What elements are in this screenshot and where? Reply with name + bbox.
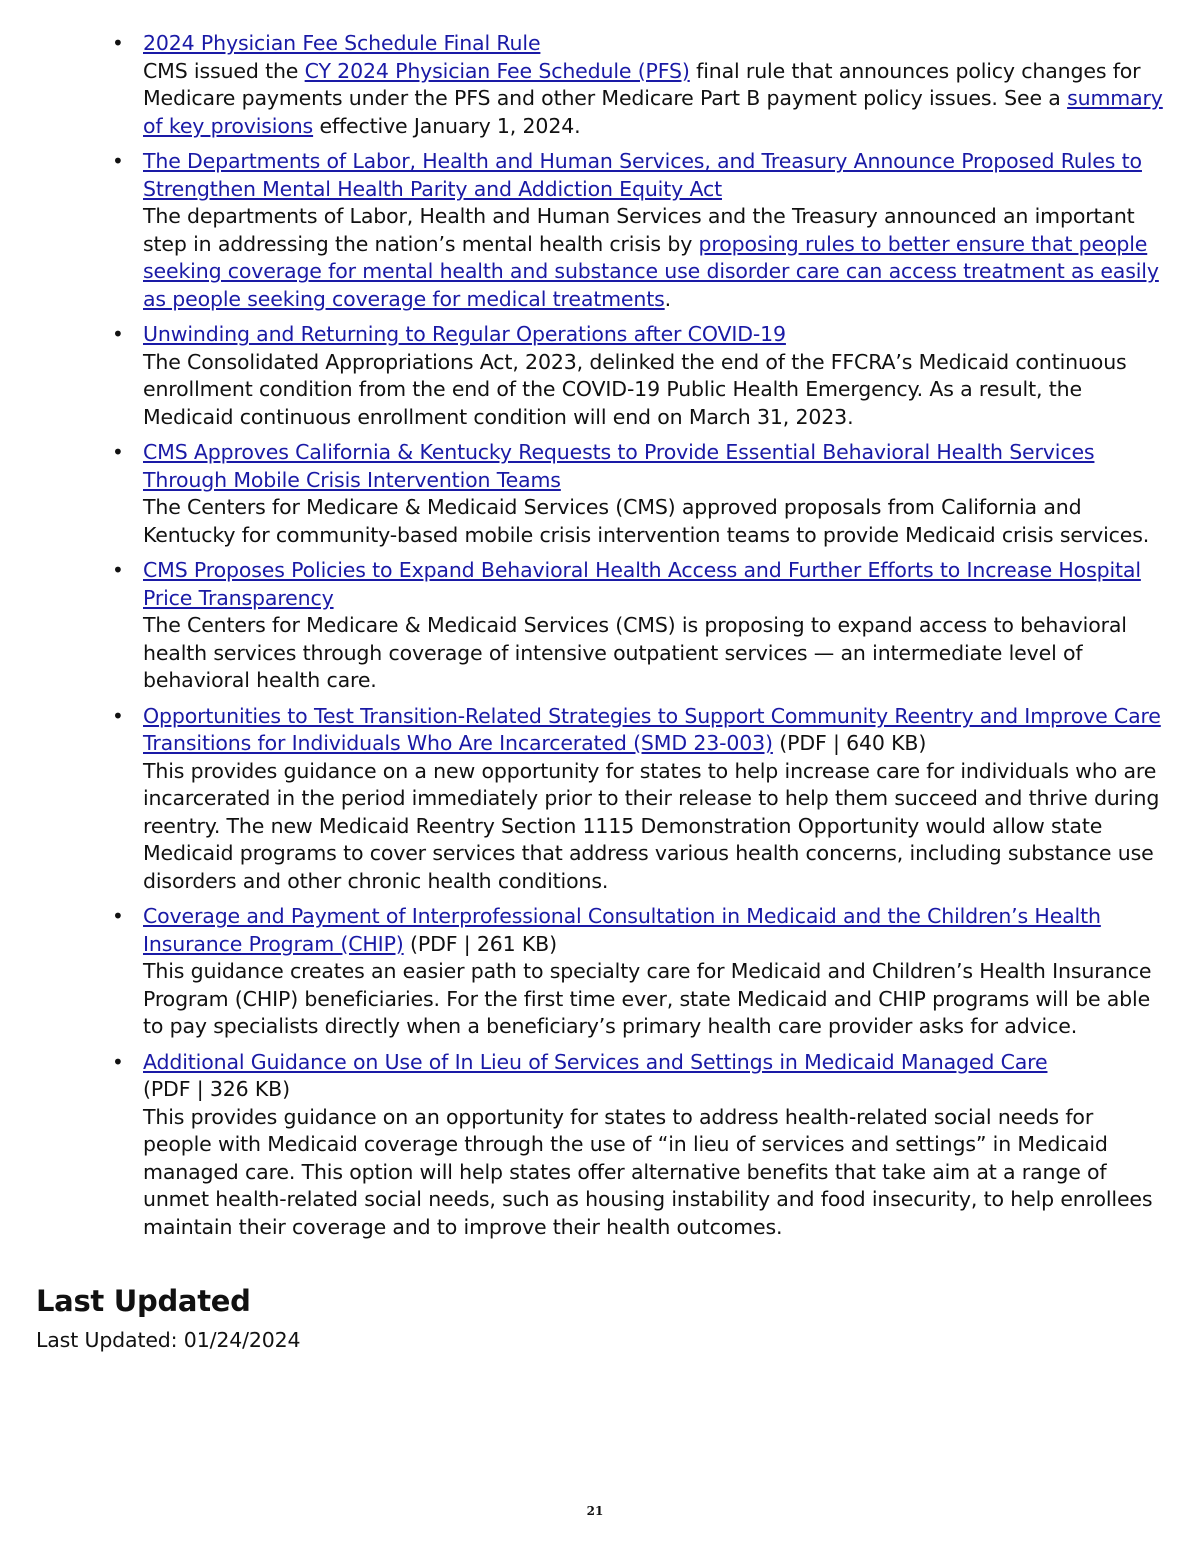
item-description: The departments of Labor, Health and Human Services and the Treasury announced an important step in addressing the nation’s mental health crisis by — [143, 204, 1135, 256]
bullet-icon: • — [112, 149, 124, 173]
list-item — [0, 439, 1200, 549]
item-description: This guidance creates an easier path to specialty care for Medicaid and Children’s Health Insurance Program (CHIP) beneficiaries. For the first time ever, state Medicaid and CHIP programs will be able to pay specialists directly when a beneficiary’s primary health care provider asks for advice. — [143, 959, 1152, 1038]
list-item — [0, 148, 1200, 313]
item-title-link[interactable]: The Departments of Labor, Health and Human Services, and Treasury Announce Proposed Rules to Strengthen Mental Health Parity and Addiction Equity Act — [143, 149, 1142, 201]
inline-link[interactable]: CY 2024 Physician Fee Schedule (PFS) — [304, 58, 690, 83]
item-description: final rule that announces policy changes for Medicare payments under the PFS and other Medicare Part B payment policy issues. See a — [143, 58, 1141, 110]
file-meta: (PDF | 261 KB) — [403, 931, 557, 956]
item-title-link[interactable]: Unwinding and Returning to Regular Operations after COVID-19 — [143, 322, 786, 346]
item-description: This provides guidance on a new opportunity for states to help increase care for individuals who are incarcerated in the period immediately prior to their release to help them succeed and thrive during reentry. The new Medicaid Reentry Section 1115 Demonstration Opportunity would allow state Medicaid programs to cover services that address various health concerns, including substance use disorders and other chronic health conditions. — [143, 758, 1160, 893]
bullet-icon: • — [112, 31, 124, 55]
item-description: . — [664, 286, 672, 311]
item-description: effective January 1, 2024. — [313, 113, 581, 138]
list-item — [0, 903, 1200, 1041]
file-meta: (PDF | 640 KB) — [772, 731, 927, 755]
bullet-icon: • — [112, 440, 124, 464]
page-number: 21 — [586, 1504, 604, 1518]
resource-list — [0, 30, 1200, 1249]
last-updated-date: Last Updated: 01/24/2024 — [36, 1328, 301, 1352]
item-description: The Centers for Medicare & Medicaid Services (CMS) approved proposals from California and Kentucky for community-based mobile crisis intervention teams to provide Medicaid crisis services. — [143, 495, 1150, 547]
bullet-icon: • — [112, 558, 124, 582]
item-title-link[interactable]: CMS Approves California & Kentucky Requests to Provide Essential Behavioral Health Services Through Mobile Crisis Intervention Teams — [143, 440, 1095, 492]
item-title-link[interactable]: Opportunities to Test Transition-Related Strategies to Support Community Reentry and Improve Care Transitions for Individuals Who Are Incarcerated (SMD 23-003) — [143, 703, 1161, 755]
item-description: CMS issued the — [143, 58, 305, 83]
item-title-link[interactable]: Additional Guidance on Use of In Lieu of Services and Settings in Medicaid Managed Care — [143, 1049, 1048, 1074]
list-item — [0, 30, 1200, 140]
list-item — [0, 557, 1200, 695]
list-item — [0, 321, 1200, 431]
inline-link[interactable]: proposing rules to better ensure that people seeking coverage for mental health and substance use disorder care can access treatment as easily as people seeking coverage for medical treatments — [143, 231, 1159, 311]
item-title-link[interactable]: Coverage and Payment of Interprofessional Consultation in Medicaid and the Children’s Health Insurance Program (CHIP) — [143, 904, 1101, 956]
item-description: This provides guidance on an opportunity for states to address health-related social needs for people with Medicaid coverage through the use of “in lieu of services and settings” in Medicaid managed care. This option will help states offer alternative benefits that take aim at a range of unmet health-related social needs, such as housing instability and food insecurity, to help enrollees maintain their coverage and to improve their health outcomes. — [143, 1104, 1153, 1239]
bullet-icon: • — [112, 1049, 124, 1074]
last-updated-heading: Last Updated — [36, 1284, 251, 1318]
file-meta: (PDF | 326 KB) — [143, 1077, 290, 1101]
inline-link[interactable]: summary of key provisions — [143, 86, 1163, 138]
item-description: The Centers for Medicare & Medicaid Services (CMS) is proposing to expand access to behavioral health services through coverage of intensive outpatient services — an intermediate level of behavioral health care. — [143, 613, 1127, 692]
bullet-icon: • — [112, 322, 124, 346]
list-item — [0, 1049, 1200, 1242]
bullet-icon: • — [112, 904, 124, 928]
item-description: The Consolidated Appropriations Act, 2023, delinked the end of the FFCRA’s Medicaid continuous enrollment condition from the end of the COVID-19 Public Health Emergency. As a result, the Medicaid continuous enrollment condition will end on March 31, 2023. — [143, 349, 1127, 429]
bullet-icon: • — [112, 703, 124, 728]
list-item — [0, 703, 1200, 896]
item-title-link[interactable]: CMS Proposes Policies to Expand Behavioral Health Access and Further Efforts to Increase Hospital Price Transparency — [143, 558, 1141, 610]
item-title-link[interactable]: 2024 Physician Fee Schedule Final Rule — [143, 31, 541, 55]
